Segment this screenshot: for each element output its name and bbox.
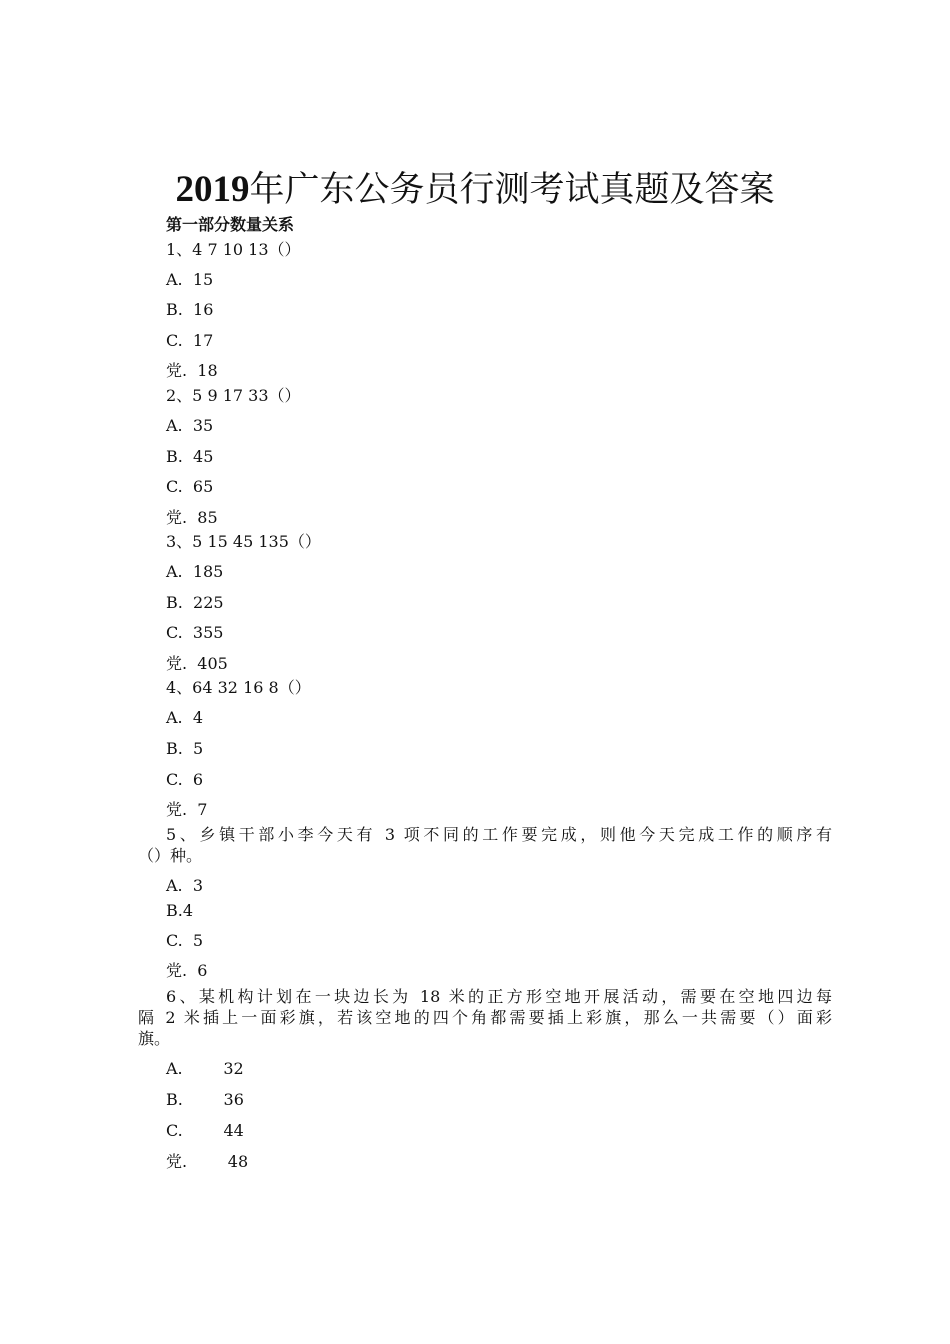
- option-d: 党. 48: [166, 1152, 249, 1171]
- option-d: 党. 85: [166, 508, 218, 527]
- option-b: B. 45: [166, 447, 214, 466]
- question-3: 3、5 15 45 135（）: [166, 532, 321, 551]
- question-5-line-2: （）种。: [138, 846, 203, 865]
- option-a: A. 15: [166, 270, 214, 289]
- option-c: C. 355: [166, 623, 224, 642]
- option-c: C. 5: [166, 931, 204, 950]
- option-d: 党. 6: [166, 961, 208, 980]
- option-b: B. 5: [166, 739, 204, 758]
- question-6-line-3: 旗。: [138, 1029, 171, 1048]
- option-a: A. 4: [166, 708, 203, 727]
- question-6-line-2-wrap: [138, 1007, 832, 1028]
- question-2: 2、5 9 17 33（）: [166, 386, 301, 405]
- option-d: 党. 18: [166, 361, 218, 380]
- question-5: [138, 824, 832, 845]
- option-c: C. 44: [166, 1121, 244, 1140]
- document-title: [0, 165, 950, 215]
- question-5-line-1: 5、乡镇干部小李今天有 3 项不同的工作要完成，则他今天完成工作的顺序有: [166, 825, 832, 844]
- question-6: [138, 986, 832, 1007]
- question-1: 1、4 7 10 13（）: [166, 240, 301, 259]
- option-c: C. 6: [166, 770, 204, 789]
- option-b: B. 225: [166, 593, 224, 612]
- question-6-line-2: 隔 2 米插上一面彩旗，若该空地的四个角都需要插上彩旗，那么一共需要（）面彩: [138, 1008, 832, 1027]
- title-year: 2019: [175, 169, 250, 210]
- option-a: A. 3: [166, 876, 203, 895]
- option-a: A. 185: [166, 562, 224, 581]
- option-a: A. 32: [166, 1059, 244, 1078]
- option-b: B. 36: [166, 1090, 244, 1109]
- question-6-line-1: 6、某机构计划在一块边长为 18 米的正方形空地开展活动，需要在空地四边每: [166, 987, 832, 1006]
- option-b: B.4: [166, 901, 194, 920]
- section-heading: 第一部分数量关系: [166, 215, 295, 234]
- title-text: 年广东公务员行测考试真题及答案: [249, 170, 775, 210]
- option-d: 党. 405: [166, 654, 228, 673]
- question-4: 4、64 32 16 8（）: [166, 678, 311, 697]
- option-c: C. 65: [166, 477, 214, 496]
- option-b: B. 16: [166, 300, 214, 319]
- option-d: 党. 7: [166, 800, 208, 819]
- option-c: C. 17: [166, 331, 214, 350]
- option-a: A. 35: [166, 416, 214, 435]
